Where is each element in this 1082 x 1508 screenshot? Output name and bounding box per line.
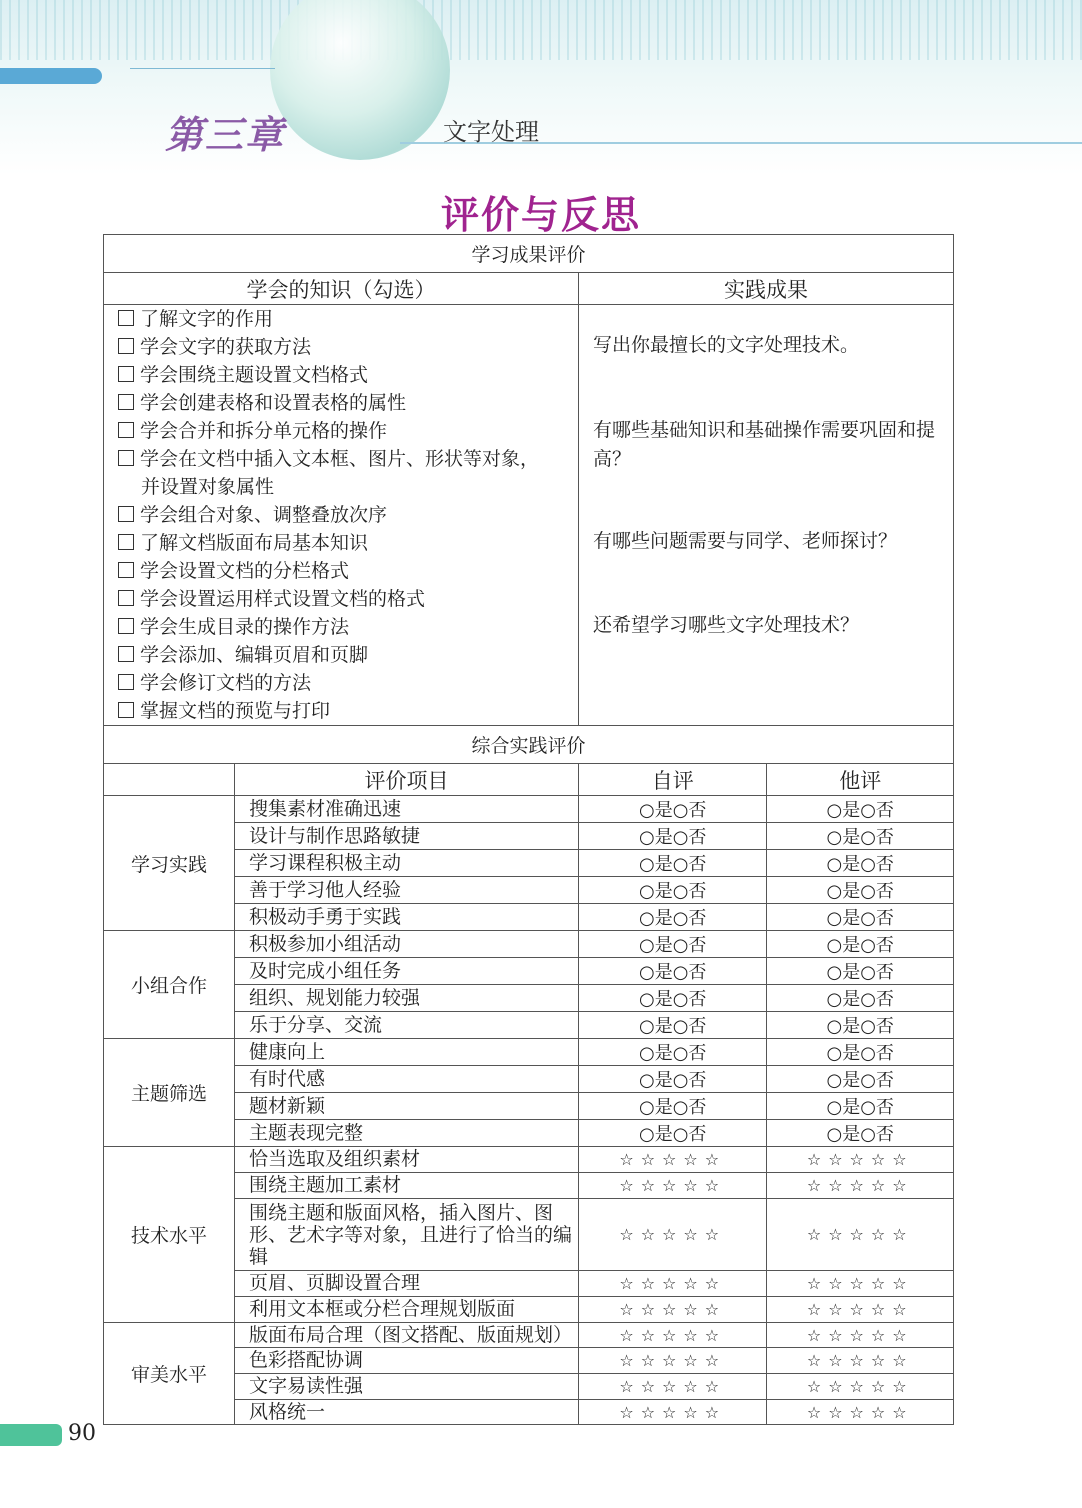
eval-item: 页眉、页脚设置合理 <box>234 1271 578 1297</box>
peer-rating-yes-no[interactable]: ○是○否 <box>767 985 954 1012</box>
knowledge-item <box>118 641 572 669</box>
self-rating-stars[interactable]: ☆☆☆☆☆ <box>578 1297 766 1323</box>
evaluation-table <box>103 234 954 1425</box>
peer-rating-stars[interactable]: ☆☆☆☆☆ <box>767 1271 954 1297</box>
chapter-label: 第三章 <box>165 112 286 157</box>
peer-rating-yes-no[interactable]: ○是○否 <box>767 823 954 850</box>
checkbox-icon[interactable] <box>118 366 134 382</box>
knowledge-item-label: 学会文字的获取方法 <box>140 336 312 358</box>
checkbox-icon[interactable] <box>118 646 134 662</box>
self-rating-yes-no[interactable]: ○是○否 <box>578 931 766 958</box>
knowledge-header: 学会的知识（勾选） <box>104 273 579 305</box>
knowledge-item <box>118 529 572 557</box>
self-rating-yes-no[interactable]: ○是○否 <box>578 850 766 877</box>
checkbox-icon[interactable] <box>118 310 134 326</box>
checkbox-icon[interactable] <box>118 674 134 690</box>
knowledge-item-label: 学会创建表格和设置表格的属性 <box>140 392 407 414</box>
peer-rating-yes-no[interactable]: ○是○否 <box>767 796 954 823</box>
knowledge-item-label: 了解文档版面布局基本知识 <box>140 532 369 554</box>
checkbox-icon[interactable] <box>118 590 134 606</box>
eval-item: 搜集素材准确迅速 <box>234 796 578 823</box>
practice-questions <box>578 305 953 726</box>
peer-eval-header: 他评 <box>767 764 954 796</box>
knowledge-item <box>118 361 572 389</box>
self-rating-stars[interactable]: ☆☆☆☆☆ <box>578 1271 766 1297</box>
peer-rating-stars[interactable]: ☆☆☆☆☆ <box>767 1348 954 1374</box>
knowledge-item-label: 学会围绕主题设置文档格式 <box>140 364 369 386</box>
page-number: 90 <box>68 1421 96 1446</box>
page-title: 评价与反思 <box>440 193 641 237</box>
self-rating-yes-no[interactable]: ○是○否 <box>578 1012 766 1039</box>
self-rating-stars[interactable]: ☆☆☆☆☆ <box>578 1147 766 1173</box>
self-rating-yes-no[interactable]: ○是○否 <box>578 958 766 985</box>
knowledge-item-label: 学会在文档中插入文本框、图片、形状等对象， <box>140 448 540 470</box>
question-item: 还希望学习哪些文字处理技术？ <box>592 614 859 636</box>
table-row <box>104 1039 954 1066</box>
eval-item: 恰当选取及组织素材 <box>234 1147 578 1173</box>
practice-header: 实践成果 <box>578 273 953 305</box>
eval-item: 积极动手勇于实践 <box>234 904 578 931</box>
peer-rating-yes-no[interactable]: ○是○否 <box>767 1066 954 1093</box>
peer-rating-stars[interactable]: ☆☆☆☆☆ <box>767 1323 954 1348</box>
table-row <box>104 796 954 823</box>
section-title-learning: 学习成果评价 <box>104 235 954 273</box>
eval-item: 版面布局合理（图文搭配、版面规划） <box>234 1323 578 1348</box>
peer-rating-stars[interactable]: ☆☆☆☆☆ <box>767 1400 954 1425</box>
eval-item: 围绕主题加工素材 <box>234 1173 578 1199</box>
self-rating-stars[interactable]: ☆☆☆☆☆ <box>578 1348 766 1374</box>
peer-rating-yes-no[interactable]: ○是○否 <box>767 1039 954 1066</box>
knowledge-item-label: 了解文字的作用 <box>140 308 274 330</box>
eval-item: 学习课程积极主动 <box>234 850 578 877</box>
eval-item: 积极参加小组活动 <box>234 931 578 958</box>
knowledge-item <box>118 501 572 529</box>
eval-item: 健康向上 <box>234 1039 578 1066</box>
checkbox-icon[interactable] <box>118 450 134 466</box>
knowledge-item <box>118 613 572 641</box>
knowledge-item <box>118 389 572 417</box>
knowledge-item <box>118 305 572 333</box>
header-stripes <box>0 0 1082 60</box>
self-rating-stars[interactable]: ☆☆☆☆☆ <box>578 1400 766 1425</box>
table-row <box>104 1323 954 1348</box>
chapter-title: 文字处理 <box>443 118 539 146</box>
eval-item: 题材新颖 <box>234 1093 578 1120</box>
peer-rating-yes-no[interactable]: ○是○否 <box>767 958 954 985</box>
knowledge-item-label: 学会生成目录的操作方法 <box>140 616 350 638</box>
eval-item: 围绕主题和版面风格，插入图片、图形、艺术字等对象，且进行了恰当的编辑 <box>234 1199 578 1271</box>
eval-item: 主题表现完整 <box>234 1120 578 1147</box>
category-cell: 小组合作 <box>104 931 235 1039</box>
page-number-tab <box>0 1424 62 1446</box>
eval-item: 色彩搭配协调 <box>234 1348 578 1374</box>
self-rating-yes-no[interactable]: ○是○否 <box>578 985 766 1012</box>
knowledge-item <box>118 585 572 613</box>
eval-item: 善于学习他人经验 <box>234 877 578 904</box>
checkbox-icon[interactable] <box>118 506 134 522</box>
knowledge-item-label: 学会设置运用样式设置文档的格式 <box>140 588 426 610</box>
self-rating-stars[interactable]: ☆☆☆☆☆ <box>578 1374 766 1400</box>
checkbox-icon[interactable] <box>118 422 134 438</box>
knowledge-item-label: 学会设置文档的分栏格式 <box>140 560 350 582</box>
self-rating-yes-no[interactable]: ○是○否 <box>578 1120 766 1147</box>
self-rating-yes-no[interactable]: ○是○否 <box>578 1066 766 1093</box>
self-rating-yes-no[interactable]: ○是○否 <box>578 877 766 904</box>
checkbox-icon[interactable] <box>118 702 134 718</box>
checkbox-icon[interactable] <box>118 534 134 550</box>
header-tab <box>0 68 102 84</box>
self-eval-header: 自评 <box>578 764 766 796</box>
eval-item: 及时完成小组任务 <box>234 958 578 985</box>
knowledge-list <box>104 305 579 726</box>
self-rating-yes-no[interactable]: ○是○否 <box>578 1093 766 1120</box>
category-header <box>104 764 235 796</box>
peer-rating-stars[interactable]: ☆☆☆☆☆ <box>767 1147 954 1173</box>
self-rating-yes-no[interactable]: ○是○否 <box>578 904 766 931</box>
section-title-practice: 综合实践评价 <box>104 726 954 764</box>
question-item: 有哪些问题需要与同学、老师探讨？ <box>592 530 897 552</box>
category-cell: 技术水平 <box>104 1147 235 1323</box>
question-item: 写出你最擅长的文字处理技术。 <box>592 334 859 356</box>
self-rating-yes-no[interactable]: ○是○否 <box>578 1039 766 1066</box>
table-row <box>104 1147 954 1173</box>
peer-rating-stars[interactable]: ☆☆☆☆☆ <box>767 1297 954 1323</box>
checkbox-icon[interactable] <box>118 618 134 634</box>
self-rating-yes-no[interactable]: ○是○否 <box>578 796 766 823</box>
knowledge-item-label: 学会组合对象、调整叠放次序 <box>140 504 388 526</box>
item-header: 评价项目 <box>234 764 578 796</box>
eval-item: 风格统一 <box>234 1400 578 1425</box>
category-cell: 审美水平 <box>104 1323 235 1425</box>
eval-item: 文字易读性强 <box>234 1374 578 1400</box>
peer-rating-yes-no[interactable]: ○是○否 <box>767 850 954 877</box>
self-rating-stars[interactable]: ☆☆☆☆☆ <box>578 1173 766 1199</box>
peer-rating-stars[interactable]: ☆☆☆☆☆ <box>767 1173 954 1199</box>
knowledge-item <box>118 417 572 445</box>
peer-rating-yes-no[interactable]: ○是○否 <box>767 1120 954 1147</box>
knowledge-item <box>118 473 572 501</box>
peer-rating-stars[interactable]: ☆☆☆☆☆ <box>767 1374 954 1400</box>
eval-item: 组织、规划能力较强 <box>234 985 578 1012</box>
knowledge-item <box>118 445 572 473</box>
peer-rating-yes-no[interactable]: ○是○否 <box>767 877 954 904</box>
question-item: 有哪些基础知识和基础操作需要巩固和提高？ <box>592 419 935 470</box>
self-rating-stars[interactable]: ☆☆☆☆☆ <box>578 1199 766 1271</box>
self-rating-stars[interactable]: ☆☆☆☆☆ <box>578 1323 766 1348</box>
peer-rating-yes-no[interactable]: ○是○否 <box>767 904 954 931</box>
eval-item: 有时代感 <box>234 1066 578 1093</box>
peer-rating-stars[interactable]: ☆☆☆☆☆ <box>767 1199 954 1271</box>
knowledge-item-label: 并设置对象属性 <box>141 476 275 498</box>
knowledge-item <box>118 669 572 697</box>
knowledge-item-label: 学会添加、编辑页眉和页脚 <box>140 644 369 666</box>
peer-rating-yes-no[interactable]: ○是○否 <box>767 1012 954 1039</box>
peer-rating-yes-no[interactable]: ○是○否 <box>767 931 954 958</box>
eval-item: 利用文本框或分栏合理规划版面 <box>234 1297 578 1323</box>
knowledge-item <box>118 697 572 725</box>
self-rating-yes-no[interactable]: ○是○否 <box>578 823 766 850</box>
header-rule <box>130 68 275 69</box>
knowledge-item <box>118 557 572 585</box>
eval-item: 设计与制作思路敏捷 <box>234 823 578 850</box>
category-cell: 主题筛选 <box>104 1039 235 1147</box>
eval-item: 乐于分享、交流 <box>234 1012 578 1039</box>
knowledge-item-label: 学会合并和拆分单元格的操作 <box>140 420 388 442</box>
knowledge-item-label: 掌握文档的预览与打印 <box>140 700 331 722</box>
category-cell: 学习实践 <box>104 796 235 931</box>
checkbox-icon[interactable] <box>118 338 134 354</box>
peer-rating-yes-no[interactable]: ○是○否 <box>767 1093 954 1120</box>
knowledge-item-label: 学会修订文档的方法 <box>140 672 312 694</box>
checkbox-icon[interactable] <box>118 394 134 410</box>
table-row <box>104 931 954 958</box>
checkbox-icon[interactable] <box>118 562 134 578</box>
knowledge-item <box>118 333 572 361</box>
